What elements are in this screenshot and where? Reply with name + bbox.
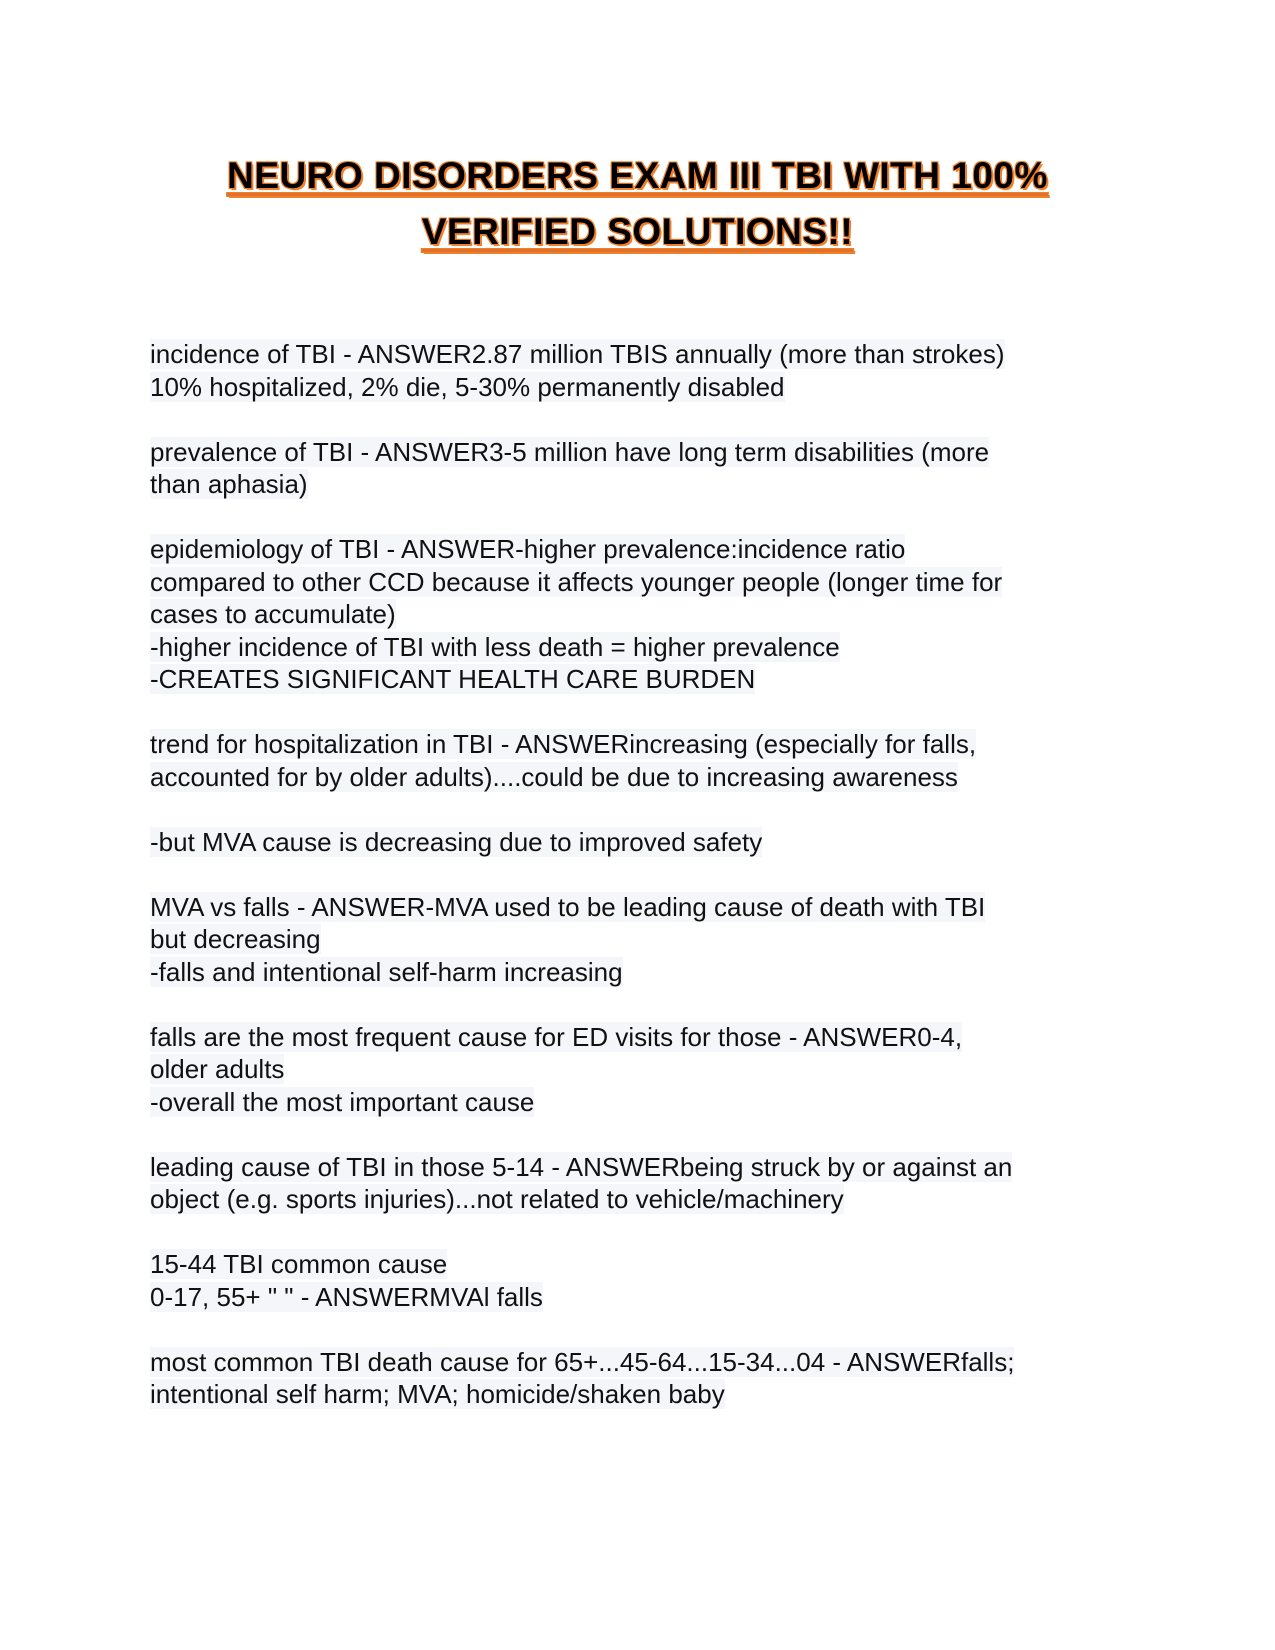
qa-block (150, 728, 1130, 793)
text-line-content: falls are the most frequent cause for ED visits for those - ANSWER0-4, (150, 1021, 963, 1052)
text-line-content: epidemiology of TBI - ANSWER-higher prevalence:incidence ratio (150, 534, 906, 564)
text-line-content: -CREATES SIGNIFICANT HEALTH CARE BURDEN (150, 664, 756, 694)
text-line (150, 761, 1130, 794)
text-line (150, 533, 1130, 566)
qa-block (150, 891, 1130, 989)
text-line (150, 566, 1130, 599)
text-line-content: leading cause of TBI in those 5-14 - ANSWERbeing struck by or against an (150, 1151, 1013, 1182)
qa-block (150, 1151, 1130, 1216)
text-line (150, 923, 1130, 956)
qa-block (150, 1021, 1130, 1119)
text-line-content: most common TBI death cause for 65+...45-64...15-34...04 - ANSWERfalls; (150, 1346, 1015, 1377)
text-line (150, 598, 1130, 631)
text-line-content: older adults (150, 1054, 285, 1084)
text-line-content: than aphasia) (150, 469, 308, 499)
text-line-content: 15-44 TBI common cause (150, 1249, 448, 1279)
qa-block (150, 1248, 1130, 1313)
text-line (150, 1021, 1130, 1054)
qa-block (150, 338, 1130, 403)
text-line-content: 10% hospitalized, 2% die, 5-30% permanently disabled (150, 371, 785, 402)
text-line (150, 826, 1130, 859)
title-line-1: NEURO DISORDERS EXAM III TBI WITH 100% (227, 155, 1048, 196)
text-line-content: object (e.g. sports injuries)...not related to vehicle/machinery (150, 1184, 844, 1214)
qa-block (150, 533, 1130, 696)
text-line-content: trend for hospitalization in TBI - ANSWERincreasing (especially for falls, (150, 729, 977, 759)
text-line (150, 1281, 1130, 1314)
qa-block (150, 1346, 1130, 1411)
text-line (150, 468, 1130, 501)
text-line-content: -overall the most important cause (150, 1086, 535, 1117)
text-line (150, 1151, 1130, 1184)
text-line (150, 1248, 1130, 1281)
text-line-content: but decreasing (150, 924, 321, 954)
document-body (150, 338, 1130, 1443)
text-line (150, 891, 1130, 924)
qa-block (150, 436, 1130, 501)
text-line (150, 371, 1130, 404)
text-line-content: prevalence of TBI - ANSWER3-5 million have long term disabilities (more (150, 436, 990, 467)
text-line-content: incidence of TBI - ANSWER2.87 million TBIS annually (more than strokes) (150, 339, 1005, 369)
text-line (150, 1053, 1130, 1086)
text-line-content: -higher incidence of TBI with less death = higher prevalence (150, 631, 840, 662)
text-line (150, 728, 1130, 761)
text-line (150, 1086, 1130, 1119)
text-line (150, 956, 1130, 989)
text-line (150, 436, 1130, 469)
text-line (150, 1183, 1130, 1216)
text-line-content: compared to other CCD because it affects younger people (longer time for (150, 566, 1003, 597)
text-line-content: MVA vs falls - ANSWER-MVA used to be leading cause of death with TBI (150, 891, 986, 922)
text-line-content: 0-17, 55+ " " - ANSWERMVAl falls (150, 1281, 543, 1312)
text-line-content: accounted for by older adults)....could be due to increasing awareness (150, 761, 958, 792)
text-line (150, 1346, 1130, 1379)
document-title (0, 148, 1275, 260)
text-line-content: cases to accumulate) (150, 599, 396, 629)
text-line (150, 1378, 1130, 1411)
text-line-content: -but MVA cause is decreasing due to improved safety (150, 826, 763, 857)
text-line-content: intentional self harm; MVA; homicide/shaken baby (150, 1379, 725, 1409)
text-line (150, 663, 1130, 696)
qa-block (150, 826, 1130, 859)
text-line (150, 338, 1130, 371)
text-line-content: -falls and intentional self-harm increasing (150, 956, 623, 987)
title-line-2: VERIFIED SOLUTIONS!! (421, 211, 854, 252)
text-line (150, 631, 1130, 664)
